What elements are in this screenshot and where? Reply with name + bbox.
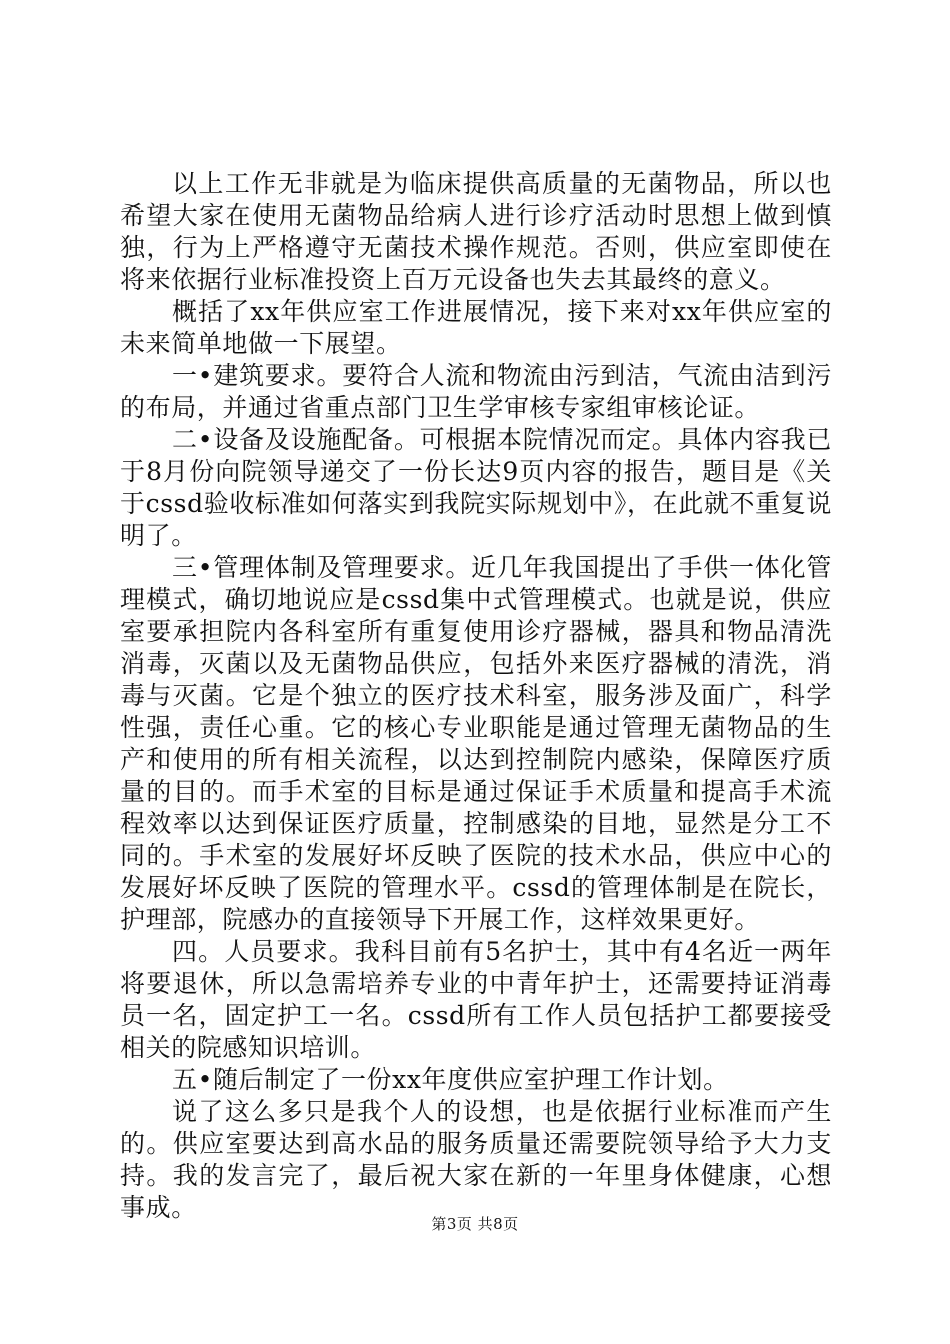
page-number-footer: 第3页 共8页 [431, 1215, 519, 1233]
paragraph-outlook-intro: 概括了xx年供应室工作进展情况，接下来对xx年供应室的未来简单地做一下展望。 [120, 297, 832, 358]
paragraph-staffing: 四。人员要求。我科目前有5名护士，其中有4名近一两年将要退休，所以急需培养专业的中青年护士，还需要持证消毒员一名，固定护工一名。cssd所有工作人员包括护工都要接受相关的院感知识培训。 [120, 937, 832, 1062]
paragraph-building-requirements: 一•建筑要求。要符合人流和物流由污到洁，气流由洁到污的布局，并通过省重点部门卫生学审核专家组审核论证。 [120, 361, 832, 422]
paragraph-conclusion: 说了这么多只是我个人的设想，也是依据行业标准而产生的。供应室要达到高水品的服务质量还需要院领导给予大力支持。我的发言完了，最后祝大家在新的一年里身体健康，心想事成。 [120, 1097, 832, 1222]
document-body [120, 168, 832, 1224]
paragraph-work-plan: 五•随后制定了一份xx年度供应室护理工作计划。 [172, 1065, 729, 1094]
paragraph-management: 三•管理体制及管理要求。近几年我国提出了手供一体化管理模式，确切地说应是cssd集中式管理模式。也就是说，供应室要承担院内各科室所有重复使用诊疗器械，器具和物品清洗消毒，灭菌以及无菌物品供应，包括外来医疗器械的清洗，消毒与灭菌。它是个独立的医疗技术科室，服务涉及面广，科学性强，责任心重。它的核心专业职能是通过管理无菌物品的生产和使用的所有相关流程，以达到控制院内感染，保障医疗质量的目的。而手术室的目标是通过保证手术质量和提高手术流程效率以达到保证医疗质量，控制感染的目地，显然是分工不同的。手术室的发展好坏反映了医院的技术水品，供应中心的发展好坏反映了医院的管理水平。cssd的管理体制是在院长，护理部，院感办的直接领导下开展工作，这样效果更好。 [120, 553, 832, 934]
paragraph-closing-remarks: 以上工作无非就是为临床提供高质量的无菌物品，所以也希望大家在使用无菌物品给病人进行诊疗活动时思想上做到慎独，行为上严格遵守无菌技术操作规范。否则，供应室即使在将来依据行业标准投资上百万元设备也失去其最终的意义。 [120, 169, 832, 294]
paragraph-equipment: 二•设备及设施配备。可根据本院情况而定。具体内容我已于8月份向院领导递交了一份长达9页内容的报告，题目是《关于cssd验收标准如何落实到我院实际规划中》，在此就不重复说明了。 [120, 425, 832, 550]
